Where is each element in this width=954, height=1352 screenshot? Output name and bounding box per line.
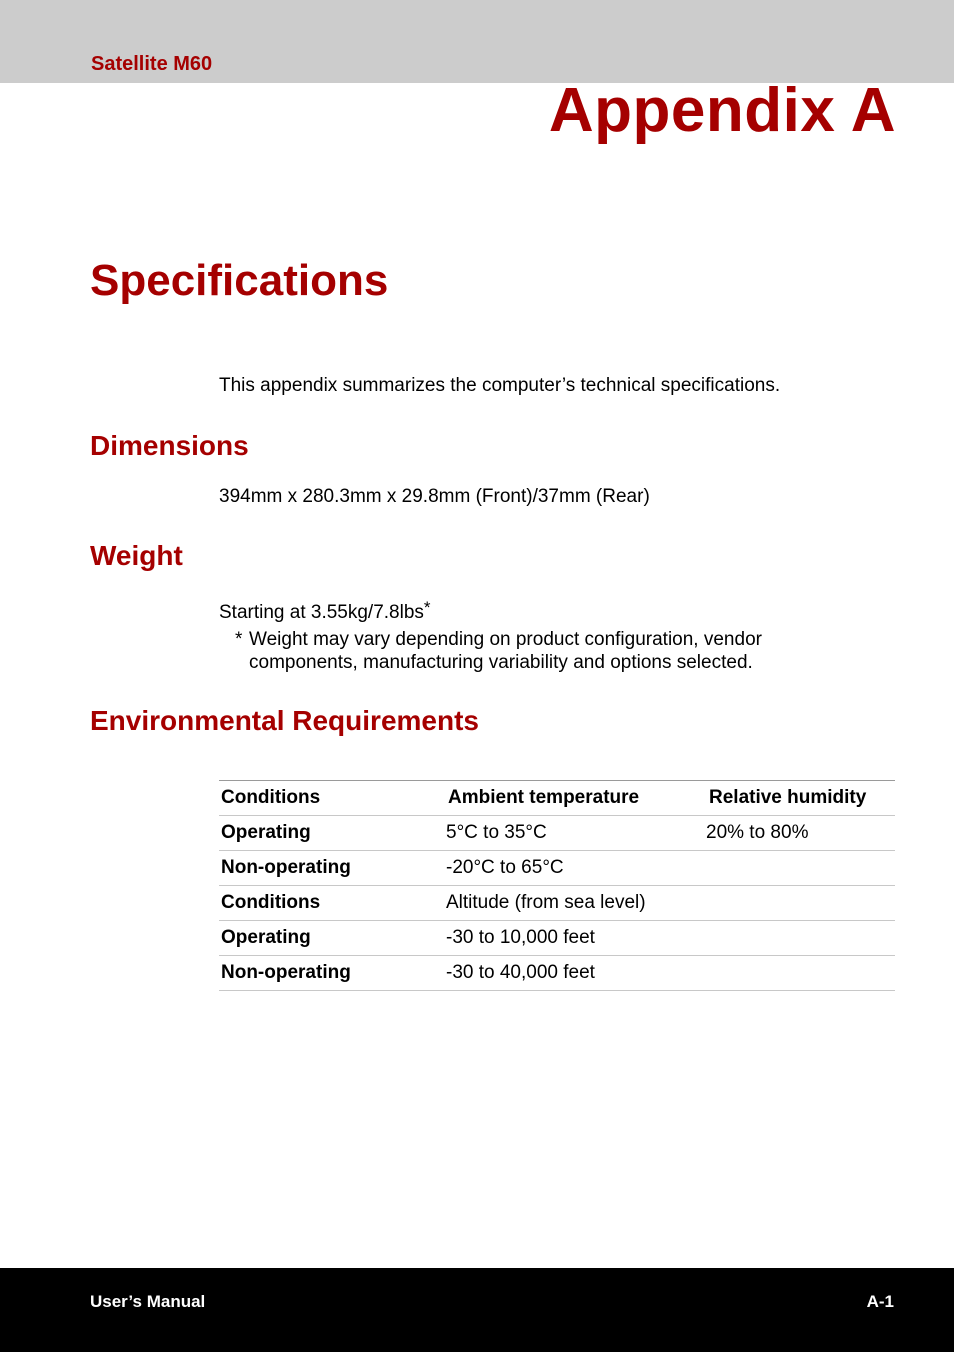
column-header: Conditions xyxy=(219,781,444,816)
table-cell xyxy=(704,886,895,921)
section-heading-environment: Environmental Requirements xyxy=(90,705,479,736)
table-cell xyxy=(704,921,895,956)
dimensions-text: 394mm x 280.3mm x 29.8mm (Front)/37mm (Rear) xyxy=(219,486,650,507)
table-header-row xyxy=(219,781,895,816)
column-header: Ambient temperature xyxy=(444,781,704,816)
table-row xyxy=(219,851,895,886)
row-label: Operating xyxy=(219,921,444,956)
weight-text xyxy=(219,596,431,624)
table-cell: Altitude (from sea level) xyxy=(444,886,704,921)
row-label: Operating xyxy=(219,816,444,851)
row-label: Non-operating xyxy=(219,956,444,991)
environment-table xyxy=(219,780,895,991)
footer-manual-title: User’s Manual xyxy=(90,1292,206,1311)
table-row xyxy=(219,816,895,851)
table-row xyxy=(219,956,895,991)
appendix-title: Appendix A xyxy=(548,76,896,145)
row-label: Conditions xyxy=(219,886,444,921)
section-heading-weight: Weight xyxy=(90,540,183,571)
product-name: Satellite M60 xyxy=(91,53,213,75)
table-row xyxy=(219,886,895,921)
table-cell: -30 to 40,000 feet xyxy=(444,956,704,991)
page-number: A-1 xyxy=(866,1292,894,1311)
chapter-title: Specifications xyxy=(90,256,389,305)
table-cell: -30 to 10,000 feet xyxy=(444,921,704,956)
table-cell xyxy=(704,851,895,886)
table-cell: 5°C to 35°C xyxy=(444,816,704,851)
note-marker: * xyxy=(235,629,243,650)
row-label: Non-operating xyxy=(219,851,444,886)
weight-value: Starting at 3.55kg/7.8lbs xyxy=(219,602,424,623)
table-row xyxy=(219,921,895,956)
intro-paragraph: This appendix summarizes the computer’s technical specifications. xyxy=(219,375,781,396)
column-header: Relative humidity xyxy=(704,781,895,816)
section-heading-dimensions: Dimensions xyxy=(90,430,249,461)
table-cell: 20% to 80% xyxy=(704,816,895,851)
note-text: Weight may vary depending on product configuration, vendor components, manufacturing variability and options selected. xyxy=(249,629,762,673)
footnote-marker: * xyxy=(423,598,431,617)
table-cell xyxy=(704,956,895,991)
table-cell: -20°C to 65°C xyxy=(444,851,704,886)
